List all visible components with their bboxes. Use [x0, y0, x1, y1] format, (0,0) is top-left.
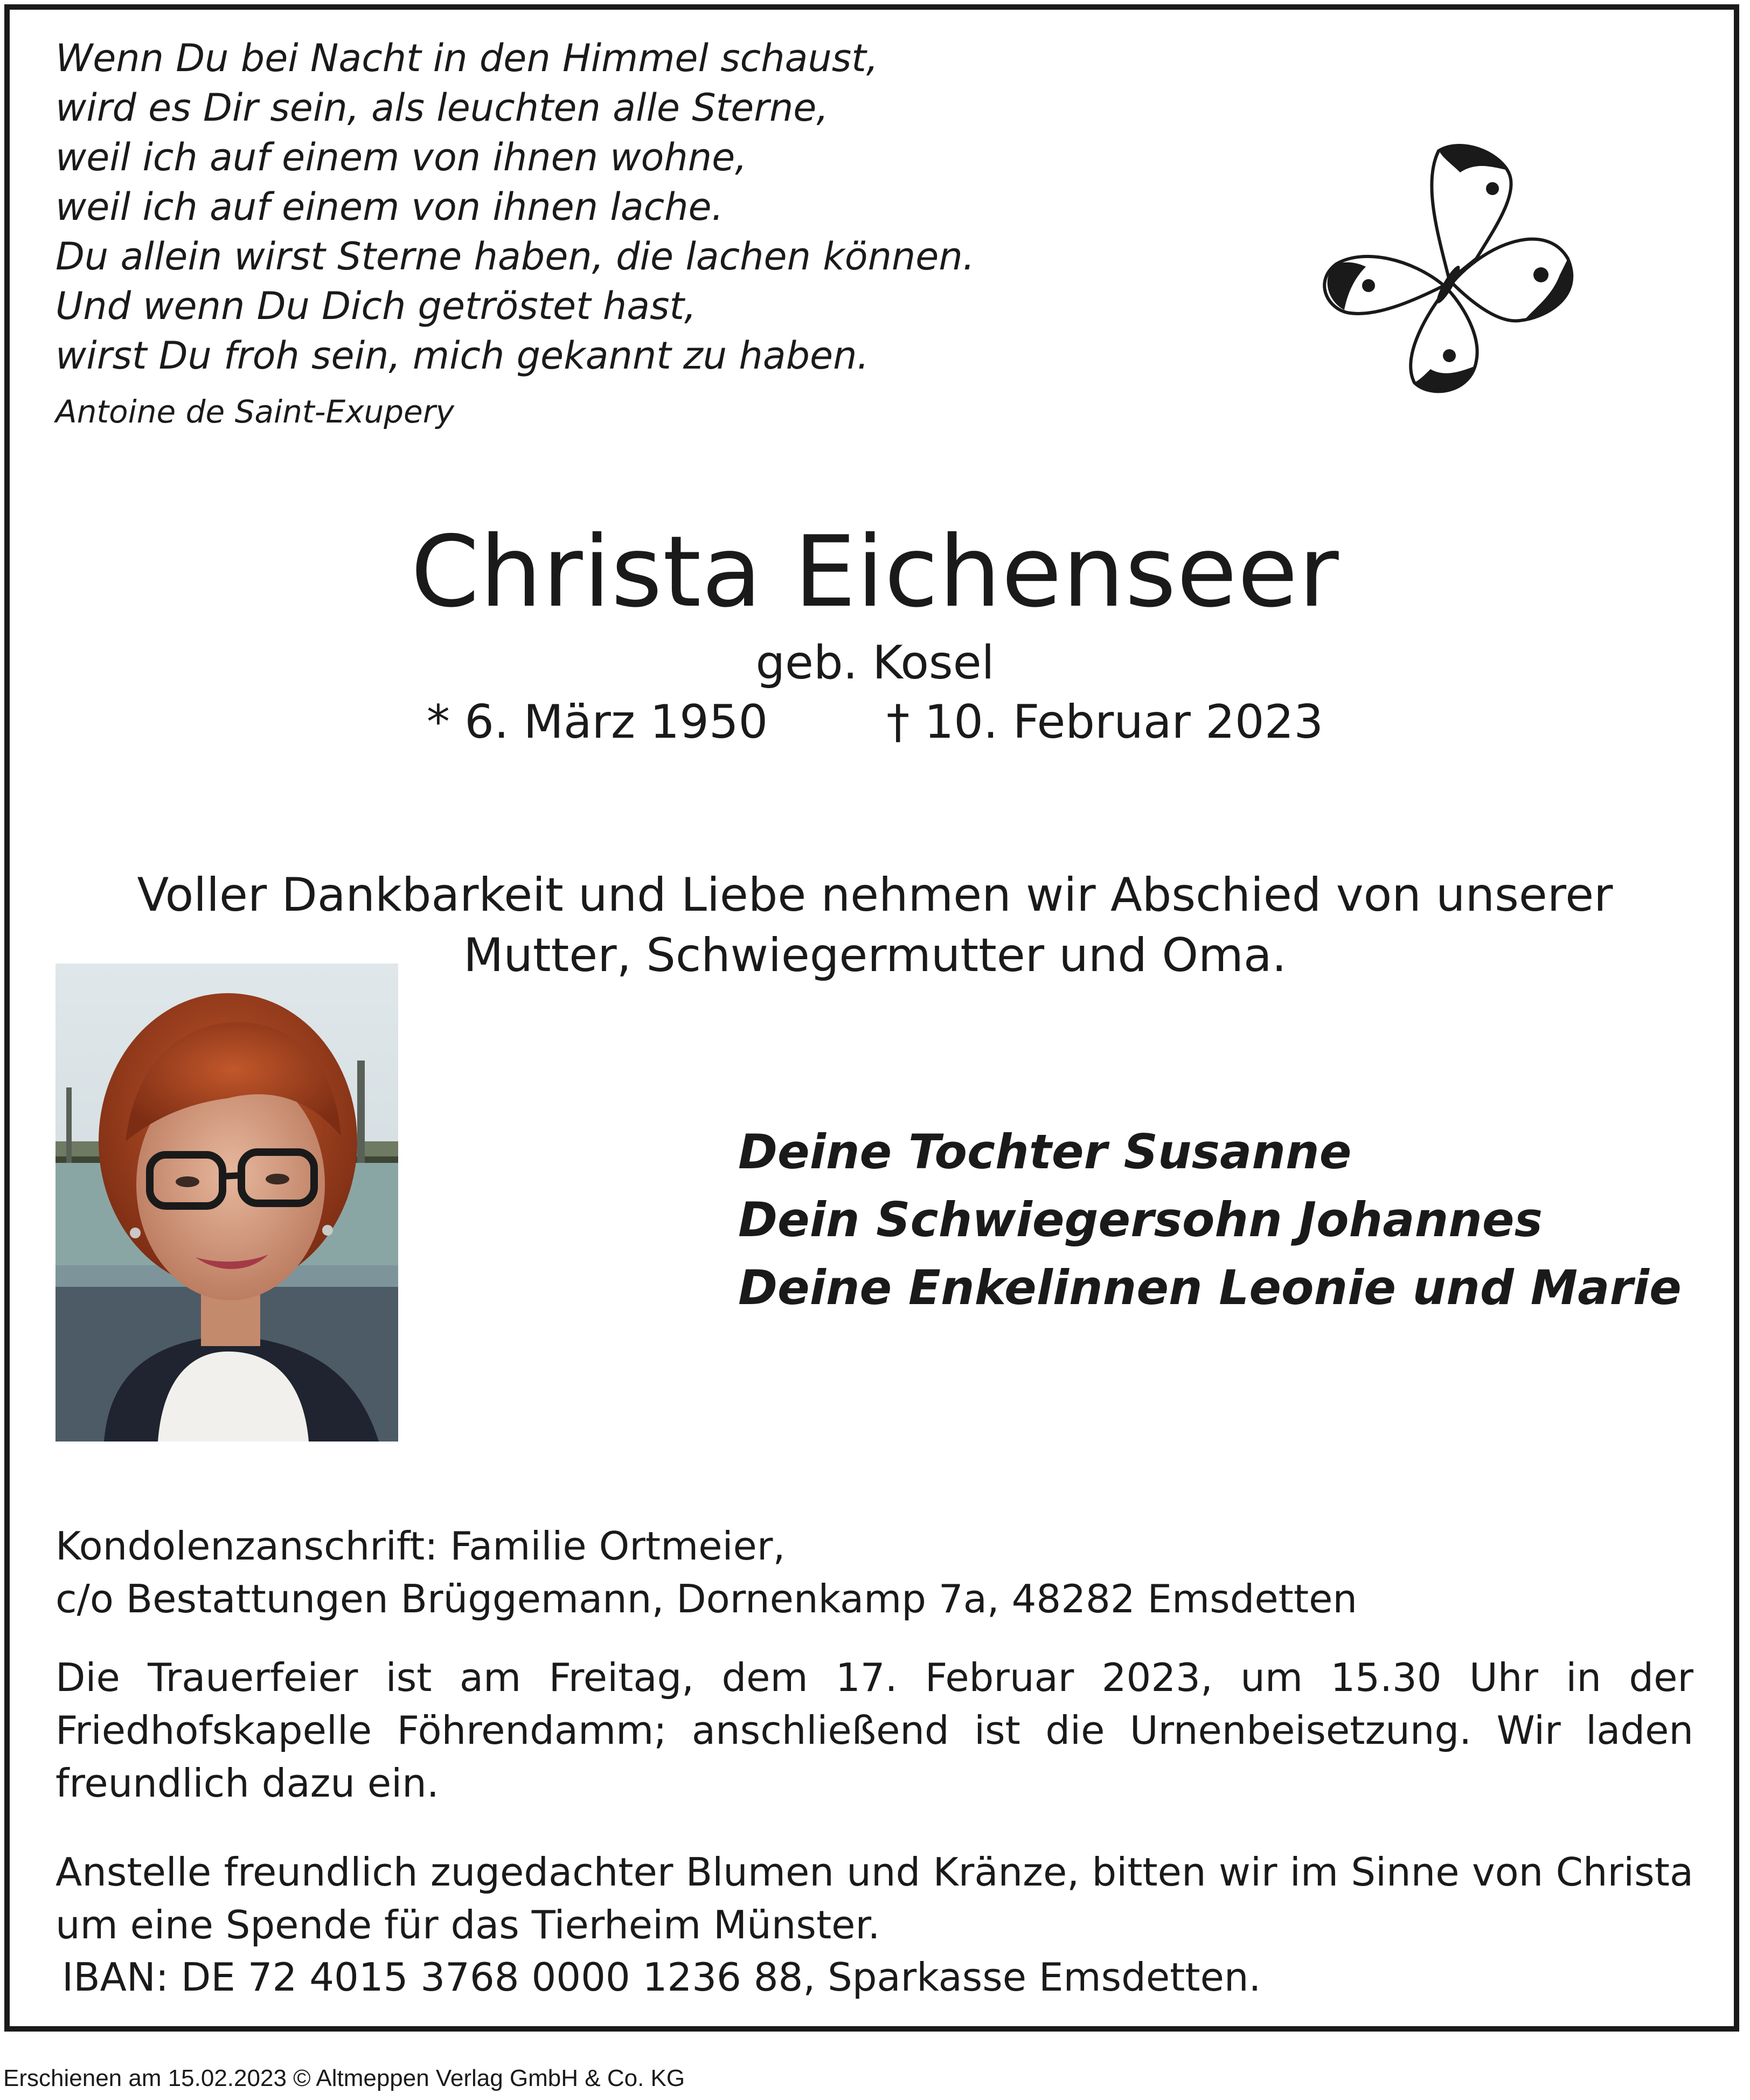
family-signatures: [738, 1118, 1682, 1322]
publication-footer: Erschienen am 15.02.2023 © Altmeppen Verlag GmbH & Co. KG: [3, 2065, 685, 2091]
poem-line: Und wenn Du Dich getröstet hast,: [55, 284, 697, 328]
condolence-line: c/o Bestattungen Brüggemann, Dornenkamp 7a, 48282 Emsdetten: [55, 1576, 1358, 1621]
deceased-name: Christa Eichenseer: [411, 515, 1339, 629]
farewell-line: Voller Dankbarkeit und Liebe nehmen wir Abschied von unserer: [137, 868, 1613, 922]
donation-request: Anstelle freundlich zugedachter Blumen und Kränze, bitten wir im Sinne von Christa um eine Spende für das Tierheim Münster.: [55, 1849, 1693, 1947]
death-date: † 10. Februar 2023: [886, 695, 1324, 749]
poem: [55, 33, 975, 380]
family-member: Deine Enkelinnen Leonie und Marie: [738, 1260, 1682, 1315]
life-dates: [0, 695, 1750, 749]
condolence-line: Kondolenzanschrift: Familie Ortmeier,: [55, 1523, 786, 1569]
family-member: Deine Tochter Susanne: [738, 1124, 1352, 1180]
birth-name: geb. Kosel: [755, 636, 995, 690]
ceremony-info: Die Trauerfeier ist am Freitag, dem 17. Februar 2023, um 15.30 Uhr in der Friedhofskapelle Föhrendamm; anschließend ist die Urnenbeisetzung. Wir laden freundlich dazu ein.: [55, 1655, 1693, 1806]
poem-line: wird es Dir sein, als leuchten alle Sterne,: [55, 86, 829, 130]
condolence-address: [55, 1520, 1357, 1625]
poem-line: wirst Du froh sein, mich gekannt zu haben.: [55, 334, 869, 378]
family-member: Dein Schwiegersohn Johannes: [738, 1192, 1543, 1247]
poem-line: weil ich auf einem von ihnen lache.: [55, 185, 724, 229]
iban-info: IBAN: DE 72 4015 3768 0000 1236 88, Sparkasse Emsdetten.: [62, 1955, 1261, 2000]
poem-author: Antoine de Saint-Exupery: [55, 393, 454, 430]
birth-date: * 6. März 1950: [426, 695, 768, 749]
portrait-photo: [55, 964, 398, 1441]
poem-line: Wenn Du bei Nacht in den Himmel schaust,: [55, 36, 878, 80]
poem-line: weil ich auf einem von ihnen wohne,: [55, 135, 747, 179]
poem-line: Du allein wirst Sterne haben, die lachen können.: [55, 234, 975, 279]
farewell-line: Mutter, Schwiegermutter und Oma.: [463, 928, 1287, 982]
butterfly-icon: [1315, 140, 1595, 399]
